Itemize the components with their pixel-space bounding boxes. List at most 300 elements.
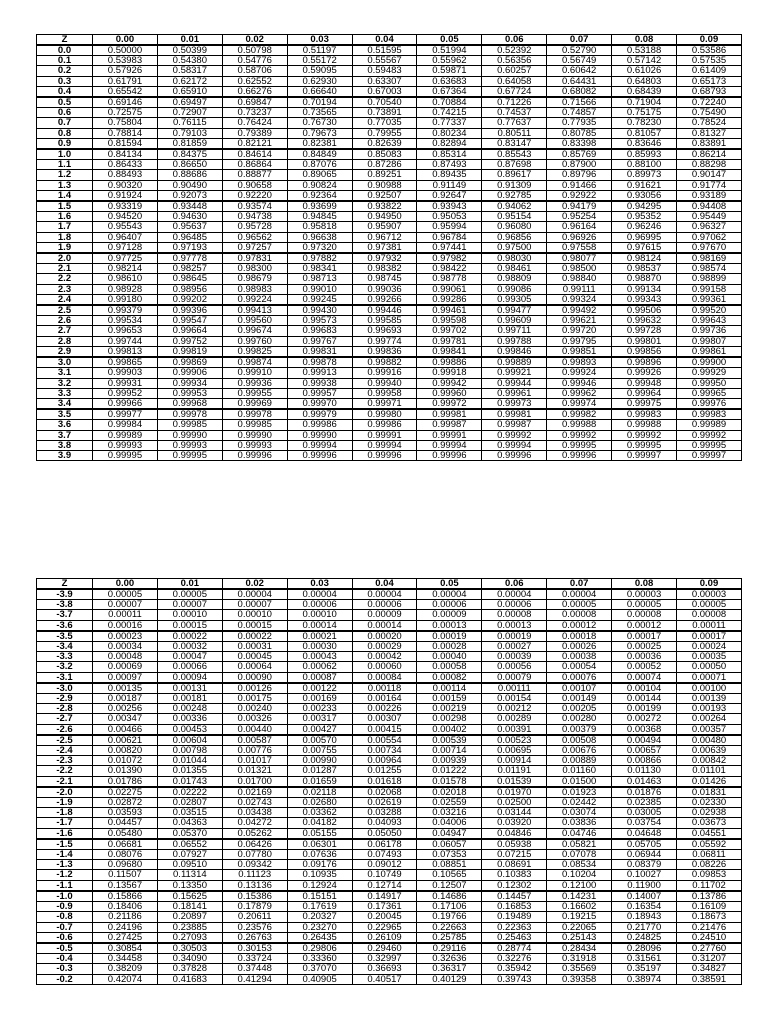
probability-cell: 0.00043 — [287, 652, 352, 662]
probability-cell: 0.62930 — [287, 76, 352, 86]
probability-cell: 0.00144 — [612, 694, 677, 704]
probability-cell: 0.98679 — [222, 274, 287, 284]
probability-cell: 0.99878 — [287, 357, 352, 368]
probability-cell: 0.94845 — [287, 212, 352, 222]
probability-cell: 0.29116 — [417, 943, 482, 954]
positive-z-table — [36, 34, 742, 461]
probability-cell: 0.02222 — [157, 787, 222, 798]
probability-cell: 0.00264 — [677, 714, 742, 724]
probability-cell: 0.79389 — [222, 128, 287, 138]
probability-cell: 0.99960 — [417, 388, 482, 398]
probability-cell: 0.99991 — [352, 430, 417, 440]
probability-cell: 0.00016 — [93, 620, 158, 631]
probability-cell: 0.90490 — [157, 180, 222, 190]
probability-cell: 0.99952 — [93, 388, 158, 398]
probability-cell: 0.99934 — [157, 378, 222, 388]
probability-cell: 0.99396 — [157, 305, 222, 316]
probability-cell: 0.26109 — [352, 932, 417, 943]
probability-cell: 0.18673 — [677, 912, 742, 922]
table-row — [37, 264, 742, 274]
probability-cell: 0.99286 — [417, 294, 482, 305]
probability-cell: 0.82381 — [287, 138, 352, 149]
probability-cell: 0.99989 — [93, 430, 158, 440]
table-row — [37, 108, 742, 118]
probability-cell: 0.27093 — [157, 932, 222, 943]
probability-cell: 0.18141 — [157, 902, 222, 912]
probability-cell: 0.96926 — [547, 232, 612, 242]
probability-cell: 0.02938 — [677, 808, 742, 818]
z-value-cell: -1.7 — [37, 818, 93, 828]
probability-cell: 0.95154 — [482, 212, 547, 222]
positive-z-table-header — [37, 35, 742, 46]
probability-cell: 0.92647 — [417, 190, 482, 201]
probability-cell: 0.36317 — [417, 964, 482, 974]
probability-cell: 0.99997 — [677, 450, 742, 460]
probability-cell: 0.87286 — [352, 160, 417, 170]
probability-cell: 0.86864 — [222, 160, 287, 170]
probability-cell: 0.99361 — [677, 294, 742, 305]
table-row — [37, 860, 742, 870]
probability-cell: 0.97778 — [157, 253, 222, 264]
z-value-cell: -2.6 — [37, 724, 93, 735]
z-value-cell: -1.2 — [37, 870, 93, 880]
probability-cell: 0.84614 — [222, 149, 287, 160]
probability-cell: 0.87076 — [287, 160, 352, 170]
probability-cell: 0.00030 — [287, 642, 352, 652]
probability-cell: 0.92220 — [222, 190, 287, 201]
z-value-cell: -3.9 — [37, 589, 93, 600]
probability-cell: 0.03593 — [93, 808, 158, 818]
z-value-cell: 2.6 — [37, 316, 93, 326]
probability-cell: 0.00289 — [482, 714, 547, 724]
probability-cell: 0.40129 — [417, 974, 482, 984]
probability-cell: 0.22363 — [482, 922, 547, 932]
probability-cell: 0.55567 — [352, 56, 417, 66]
probability-cell: 0.00539 — [417, 735, 482, 746]
probability-cell: 0.02500 — [482, 798, 547, 808]
probability-cell: 0.99801 — [612, 336, 677, 346]
probability-cell: 0.96164 — [547, 222, 612, 232]
probability-cell: 0.38209 — [93, 964, 158, 974]
probability-cell: 0.64431 — [547, 76, 612, 86]
probability-cell: 0.96712 — [352, 232, 417, 242]
probability-cell: 0.77035 — [352, 118, 417, 128]
probability-cell: 0.02619 — [352, 798, 417, 808]
probability-cell: 0.41683 — [157, 974, 222, 984]
probability-cell: 0.06301 — [287, 839, 352, 850]
probability-cell: 0.00004 — [287, 589, 352, 600]
probability-cell: 0.99996 — [547, 450, 612, 460]
probability-cell: 0.91149 — [417, 180, 482, 190]
table-row — [37, 76, 742, 86]
probability-cell: 0.00035 — [677, 652, 742, 662]
probability-cell: 0.97932 — [352, 253, 417, 264]
table-row — [37, 932, 742, 943]
probability-cell: 0.14686 — [417, 891, 482, 902]
probability-cell: 0.99957 — [287, 388, 352, 398]
probability-cell: 0.99918 — [417, 368, 482, 378]
probability-cell: 0.99413 — [222, 305, 287, 316]
probability-cell: 0.18943 — [612, 912, 677, 922]
z-value-cell: -3.0 — [37, 683, 93, 694]
probability-cell: 0.57535 — [677, 56, 742, 66]
table-row — [37, 56, 742, 66]
probability-cell: 0.98500 — [547, 264, 612, 274]
probability-cell: 0.14231 — [547, 891, 612, 902]
probability-cell: 0.01876 — [612, 787, 677, 798]
probability-cell: 0.37828 — [157, 964, 222, 974]
probability-cell: 0.00154 — [482, 694, 547, 704]
probability-cell: 0.50000 — [93, 45, 158, 56]
probability-cell: 0.10935 — [287, 870, 352, 880]
probability-cell: 0.01743 — [157, 776, 222, 787]
probability-cell: 0.99643 — [677, 316, 742, 326]
z-value-cell: -3.6 — [37, 620, 93, 631]
probability-cell: 0.05262 — [222, 828, 287, 839]
positive-z-table-body — [37, 45, 742, 461]
z-value-cell: 2.2 — [37, 274, 93, 284]
probability-cell: 0.33360 — [287, 954, 352, 964]
probability-cell: 0.03074 — [547, 808, 612, 818]
probability-cell: 0.00079 — [482, 672, 547, 683]
table-row — [37, 704, 742, 714]
probability-cell: 0.93056 — [612, 190, 677, 201]
probability-cell: 0.00193 — [677, 704, 742, 714]
probability-cell: 0.99865 — [93, 357, 158, 368]
probability-cell: 0.99970 — [287, 398, 352, 409]
probability-cell: 0.01355 — [157, 766, 222, 776]
probability-cell: 0.83891 — [677, 138, 742, 149]
probability-cell: 0.79103 — [157, 128, 222, 138]
probability-cell: 0.00023 — [93, 631, 158, 642]
probability-cell: 0.83398 — [547, 138, 612, 149]
probability-cell: 0.99961 — [482, 388, 547, 398]
probability-cell: 0.99979 — [287, 409, 352, 420]
probability-cell: 0.99993 — [93, 440, 158, 450]
probability-cell: 0.00021 — [287, 631, 352, 642]
probability-cell: 0.93699 — [287, 201, 352, 212]
probability-cell: 0.24825 — [612, 932, 677, 943]
probability-cell: 0.75175 — [612, 108, 677, 118]
probability-cell: 0.95818 — [287, 222, 352, 232]
probability-cell: 0.78524 — [677, 118, 742, 128]
probability-cell: 0.06426 — [222, 839, 287, 850]
probability-cell: 0.00402 — [417, 724, 482, 735]
probability-cell: 0.00990 — [287, 756, 352, 766]
probability-cell: 0.99547 — [157, 316, 222, 326]
z-value-cell: 2.8 — [37, 336, 93, 346]
probability-cell: 0.20897 — [157, 912, 222, 922]
probability-cell: 0.68082 — [547, 86, 612, 97]
probability-cell: 0.01160 — [547, 766, 612, 776]
probability-cell: 0.99910 — [222, 368, 287, 378]
table-row — [37, 378, 742, 388]
probability-cell: 0.00018 — [547, 631, 612, 642]
z-value-cell: 3.7 — [37, 430, 93, 440]
probability-cell: 0.99036 — [352, 284, 417, 294]
probability-cell: 0.99965 — [677, 388, 742, 398]
probability-cell: 0.13350 — [157, 880, 222, 891]
probability-cell: 0.00058 — [417, 662, 482, 672]
z-value-cell: -3.7 — [37, 610, 93, 620]
probability-cell: 0.00011 — [677, 620, 742, 631]
probability-cell: 0.00523 — [482, 735, 547, 746]
probability-cell: 0.05155 — [287, 828, 352, 839]
probability-cell: 0.00695 — [482, 746, 547, 756]
table-row — [37, 336, 742, 346]
probability-cell: 0.09342 — [222, 860, 287, 870]
probability-cell: 0.03216 — [417, 808, 482, 818]
probability-cell: 0.78230 — [612, 118, 677, 128]
probability-cell: 0.96246 — [612, 222, 677, 232]
z-value-cell: -3.2 — [37, 662, 93, 672]
probability-cell: 0.97882 — [287, 253, 352, 264]
probability-cell: 0.15151 — [287, 891, 352, 902]
probability-cell: 0.00027 — [482, 642, 547, 652]
probability-cell: 0.25143 — [547, 932, 612, 943]
column-header: 0.00 — [93, 35, 158, 46]
column-header: 0.09 — [677, 579, 742, 590]
probability-cell: 0.98461 — [482, 264, 547, 274]
probability-cell: 0.99996 — [417, 450, 482, 460]
z-value-cell: -3.4 — [37, 642, 93, 652]
table-row — [37, 652, 742, 662]
probability-cell: 0.15625 — [157, 891, 222, 902]
table-row — [37, 232, 742, 242]
probability-cell: 0.00056 — [482, 662, 547, 672]
probability-cell: 0.98077 — [547, 253, 612, 264]
probability-cell: 0.01786 — [93, 776, 158, 787]
probability-cell: 0.28434 — [547, 943, 612, 954]
probability-cell: 0.00060 — [352, 662, 417, 672]
probability-cell: 0.00014 — [352, 620, 417, 631]
z-value-cell: -0.6 — [37, 932, 93, 943]
probability-cell: 0.00159 — [417, 694, 482, 704]
z-value-cell: 3.5 — [37, 409, 93, 420]
probability-cell: 0.00009 — [417, 610, 482, 620]
probability-cell: 0.98382 — [352, 264, 417, 274]
column-header: 0.03 — [287, 579, 352, 590]
probability-cell: 0.57926 — [93, 66, 158, 76]
probability-cell: 0.98169 — [677, 253, 742, 264]
probability-cell: 0.98713 — [287, 274, 352, 284]
z-value-cell: 2.1 — [37, 264, 93, 274]
column-header: 0.02 — [222, 579, 287, 590]
probability-cell: 0.00052 — [612, 662, 677, 672]
probability-cell: 0.07215 — [482, 850, 547, 860]
probability-cell: 0.70884 — [417, 97, 482, 108]
probability-cell: 0.99900 — [677, 357, 742, 368]
probability-cell: 0.30503 — [157, 943, 222, 954]
probability-cell: 0.04093 — [352, 818, 417, 828]
probability-cell: 0.20327 — [287, 912, 352, 922]
probability-cell: 0.81594 — [93, 138, 158, 149]
probability-cell: 0.61409 — [677, 66, 742, 76]
probability-cell: 0.99856 — [612, 346, 677, 357]
probability-cell: 0.02743 — [222, 798, 287, 808]
z-value-cell: 3.3 — [37, 388, 93, 398]
probability-cell: 0.99950 — [677, 378, 742, 388]
probability-cell: 0.12714 — [352, 880, 417, 891]
probability-cell: 0.15386 — [222, 891, 287, 902]
probability-cell: 0.04746 — [547, 828, 612, 839]
table-row — [37, 766, 742, 776]
probability-cell: 0.00008 — [612, 610, 677, 620]
probability-cell: 0.04363 — [157, 818, 222, 828]
z-value-cell: 0.9 — [37, 138, 93, 149]
probability-cell: 0.04182 — [287, 818, 352, 828]
probability-cell: 0.00326 — [222, 714, 287, 724]
probability-cell: 0.99086 — [482, 284, 547, 294]
probability-cell: 0.79955 — [352, 128, 417, 138]
probability-cell: 0.00005 — [612, 600, 677, 610]
probability-cell: 0.96407 — [93, 232, 158, 242]
table-row — [37, 964, 742, 974]
probability-cell: 0.94408 — [677, 201, 742, 212]
probability-cell: 0.21770 — [612, 922, 677, 932]
probability-cell: 0.99991 — [417, 430, 482, 440]
probability-cell: 0.98745 — [352, 274, 417, 284]
table-row — [37, 974, 742, 984]
probability-cell: 0.00011 — [93, 610, 158, 620]
probability-cell: 0.61026 — [612, 66, 677, 76]
z-value-cell: -3.8 — [37, 600, 93, 610]
probability-cell: 0.92785 — [482, 190, 547, 201]
probability-cell: 0.99882 — [352, 357, 417, 368]
probability-cell: 0.17619 — [287, 902, 352, 912]
probability-cell: 0.59871 — [417, 66, 482, 76]
probability-cell: 0.00240 — [222, 704, 287, 714]
probability-cell: 0.99992 — [677, 430, 742, 440]
probability-cell: 0.99982 — [547, 409, 612, 420]
probability-cell: 0.99477 — [482, 305, 547, 316]
probability-cell: 0.99831 — [287, 346, 352, 357]
probability-cell: 0.97831 — [222, 253, 287, 264]
column-header: 0.08 — [612, 35, 677, 46]
table-row — [37, 922, 742, 932]
probability-cell: 0.99962 — [547, 388, 612, 398]
probability-cell: 0.00004 — [482, 589, 547, 600]
probability-cell: 0.99948 — [612, 378, 677, 388]
probability-cell: 0.00272 — [612, 714, 677, 724]
probability-cell: 0.19766 — [417, 912, 482, 922]
table-row — [37, 776, 742, 787]
probability-cell: 0.99958 — [352, 388, 417, 398]
probability-cell: 0.00219 — [417, 704, 482, 714]
probability-cell: 0.99841 — [417, 346, 482, 357]
probability-cell: 0.97381 — [352, 242, 417, 253]
probability-cell: 0.99990 — [157, 430, 222, 440]
probability-cell: 0.00007 — [222, 600, 287, 610]
probability-cell: 0.05370 — [157, 828, 222, 839]
probability-cell: 0.74857 — [547, 108, 612, 118]
probability-cell: 0.99981 — [482, 409, 547, 420]
probability-cell: 0.12100 — [547, 880, 612, 891]
probability-cell: 0.01191 — [482, 766, 547, 776]
z-value-cell: -2.3 — [37, 756, 93, 766]
probability-cell: 0.00131 — [157, 683, 222, 694]
probability-cell: 0.08691 — [482, 860, 547, 870]
probability-cell: 0.52392 — [482, 45, 547, 56]
probability-cell: 0.98341 — [287, 264, 352, 274]
probability-cell: 0.00010 — [287, 610, 352, 620]
probability-cell: 0.27425 — [93, 932, 158, 943]
probability-cell: 0.14917 — [352, 891, 417, 902]
probability-cell: 0.70540 — [352, 97, 417, 108]
probability-cell: 0.99266 — [352, 294, 417, 305]
probability-cell: 0.00149 — [547, 694, 612, 704]
probability-cell: 0.98574 — [677, 264, 742, 274]
probability-cell: 0.00104 — [612, 683, 677, 694]
table-row — [37, 828, 742, 839]
table-row — [37, 746, 742, 756]
probability-cell: 0.99990 — [287, 430, 352, 440]
probability-cell: 0.08851 — [417, 860, 482, 870]
z-value-cell: -0.5 — [37, 943, 93, 954]
probability-cell: 0.89617 — [482, 170, 547, 180]
probability-cell: 0.00045 — [222, 652, 287, 662]
probability-cell: 0.63307 — [352, 76, 417, 86]
probability-cell: 0.00009 — [352, 610, 417, 620]
probability-cell: 0.99061 — [417, 284, 482, 294]
probability-cell: 0.11702 — [677, 880, 742, 891]
probability-cell: 0.00017 — [612, 631, 677, 642]
probability-cell: 0.99942 — [417, 378, 482, 388]
table-row — [37, 694, 742, 704]
probability-cell: 0.02068 — [352, 787, 417, 798]
table-row — [37, 610, 742, 620]
probability-cell: 0.00126 — [222, 683, 287, 694]
probability-cell: 0.95728 — [222, 222, 287, 232]
probability-cell: 0.99968 — [157, 398, 222, 409]
probability-cell: 0.88298 — [677, 160, 742, 170]
probability-cell: 0.00015 — [222, 620, 287, 631]
probability-cell: 0.77337 — [417, 118, 482, 128]
probability-cell: 0.95352 — [612, 212, 677, 222]
probability-cell: 0.87900 — [547, 160, 612, 170]
probability-cell: 0.99996 — [482, 450, 547, 460]
z-value-cell: 0.1 — [37, 56, 93, 66]
probability-cell: 0.99946 — [547, 378, 612, 388]
probability-cell: 0.01321 — [222, 766, 287, 776]
table-row — [37, 357, 742, 368]
probability-cell: 0.00040 — [417, 652, 482, 662]
probability-cell: 0.00118 — [352, 683, 417, 694]
probability-cell: 0.85769 — [547, 149, 612, 160]
z-value-cell: 3.9 — [37, 450, 93, 460]
probability-cell: 0.13786 — [677, 891, 742, 902]
probability-cell: 0.95994 — [417, 222, 482, 232]
probability-cell: 0.99893 — [547, 357, 612, 368]
probability-cell: 0.65173 — [677, 76, 742, 86]
column-header: 0.04 — [352, 35, 417, 46]
probability-cell: 0.00347 — [93, 714, 158, 724]
probability-cell: 0.84134 — [93, 149, 158, 160]
probability-cell: 0.14457 — [482, 891, 547, 902]
probability-cell: 0.06944 — [612, 850, 677, 860]
probability-cell: 0.03920 — [482, 818, 547, 828]
probability-cell: 0.99886 — [417, 357, 482, 368]
probability-cell: 0.86214 — [677, 149, 742, 160]
probability-cell: 0.99988 — [612, 420, 677, 430]
probability-cell: 0.04457 — [93, 818, 158, 828]
table-row — [37, 305, 742, 316]
probability-cell: 0.00100 — [677, 683, 742, 694]
probability-cell: 0.02442 — [547, 798, 612, 808]
probability-cell: 0.02385 — [612, 798, 677, 808]
probability-cell: 0.99966 — [93, 398, 158, 409]
probability-cell: 0.83147 — [482, 138, 547, 149]
